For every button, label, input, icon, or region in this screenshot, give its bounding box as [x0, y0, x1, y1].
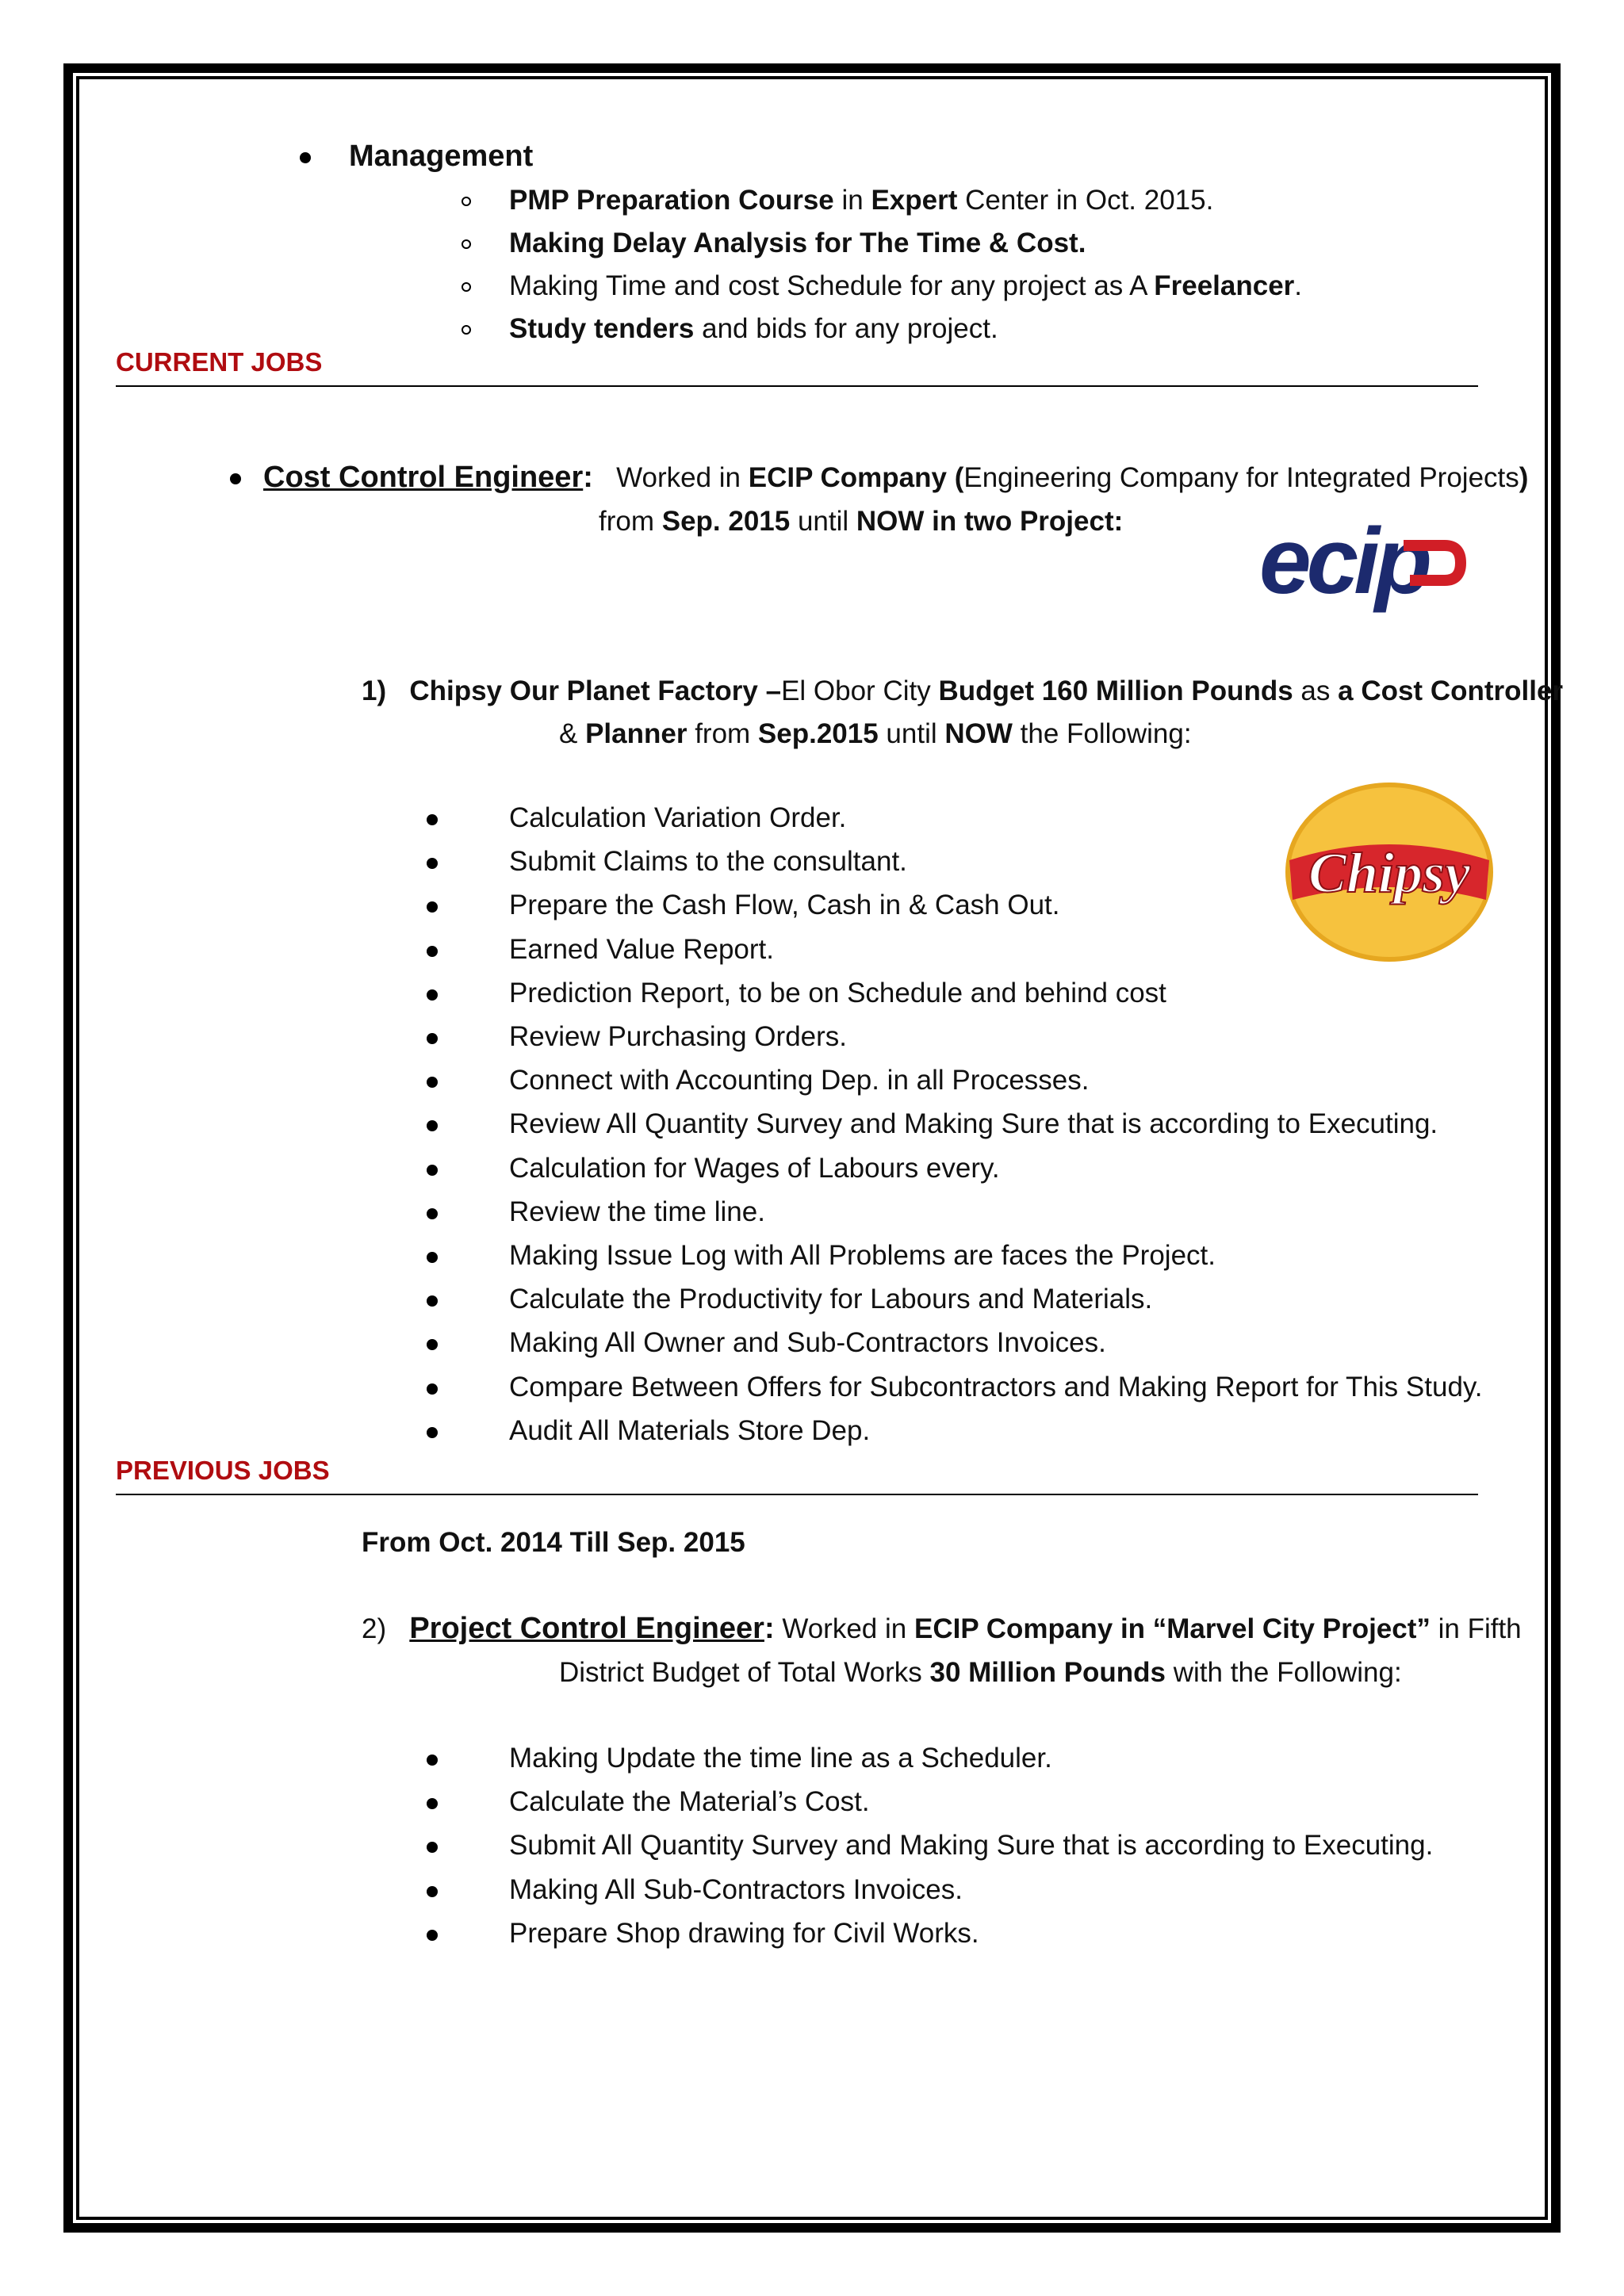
list-item: Compare Between Offers for Subcontractors and Making Report for This Study.	[509, 1371, 1483, 1402]
list-item: Calculation for Wages of Labours every.	[509, 1152, 1000, 1184]
list-item: Making Update the time line as a Scheduler.	[509, 1743, 1052, 1774]
project-1-line-2: & Planner from Sep.2015 until NOW the Following:	[559, 718, 1192, 749]
bullet	[427, 946, 438, 957]
bullet	[427, 1208, 438, 1219]
project-1-line: 1) Chipsy Our Planet Factory –El Obor City Budget 160 Million Pounds as a Cost Controller	[362, 675, 1564, 706]
ecip-logo	[1253, 515, 1467, 626]
ecip-logo-text: ecip	[1259, 515, 1428, 614]
chipsy-logo-text: Chipsy	[1308, 841, 1471, 905]
list-item: Review All Quantity Survey and Making Sure that is according to Executing.	[509, 1108, 1438, 1140]
current-role-period: from Sep. 2015 until NOW in two Project:	[599, 506, 1124, 537]
sub-bullet	[462, 197, 471, 206]
management-item: Making Delay Analysis for The Time & Cost.	[509, 228, 1086, 258]
management-item: PMP Preparation Course in Expert Center in Oct. 2015.	[509, 185, 1214, 216]
current-role-line: Cost Control Engineer: Worked in ECIP Company (Engineering Company for Integrated Projects)	[263, 461, 1529, 494]
sub-bullet	[462, 282, 471, 292]
list-item: Calculate the Productivity for Labours and Materials.	[509, 1284, 1153, 1315]
sub-bullet	[462, 239, 471, 249]
previous-period: From Oct. 2014 Till Sep. 2015	[362, 1527, 745, 1558]
bullet	[427, 1886, 438, 1897]
bullet	[427, 1252, 438, 1263]
sub-bullet	[462, 325, 471, 335]
list-item: Calculation Variation Order.	[509, 802, 847, 833]
management-item: Making Time and cost Schedule for any project as A Freelancer.	[509, 270, 1303, 301]
bullet	[427, 1165, 438, 1176]
list-item: Review the time line.	[509, 1196, 765, 1227]
bullet	[427, 814, 438, 825]
management-heading: Management	[349, 140, 534, 173]
bullet	[427, 1033, 438, 1044]
section-divider	[116, 385, 1478, 387]
section-divider	[116, 1494, 1478, 1495]
list-item: Making All Owner and Sub-Contractors Invoices.	[509, 1327, 1106, 1359]
list-item: Audit All Materials Store Dep.	[509, 1414, 871, 1446]
list-item: Making Issue Log with All Problems are faces the Project.	[509, 1240, 1216, 1271]
management-item: Study tenders and bids for any project.	[509, 313, 998, 344]
section-title-previous-jobs: PREVIOUS JOBS	[116, 1456, 330, 1485]
bullet	[300, 152, 311, 163]
bullet	[427, 1930, 438, 1941]
project-2-line: 2) Project Control Engineer: Worked in ECIP Company in “Marvel City Project” in Fifth	[362, 1612, 1522, 1645]
section-title-current-jobs: CURRENT JOBS	[116, 347, 323, 377]
project-2-line-2: District Budget of Total Works 30 Million Pounds with the Following:	[559, 1657, 1402, 1688]
list-item: Earned Value Report.	[509, 933, 775, 965]
bullet	[427, 989, 438, 1001]
list-item: Connect with Accounting Dep. in all Processes.	[509, 1065, 1090, 1096]
list-item: Prepare Shop drawing for Civil Works.	[509, 1917, 979, 1949]
list-item: Calculate the Material’s Cost.	[509, 1786, 870, 1818]
list-item: Making All Sub-Contractors Invoices.	[509, 1873, 963, 1905]
bullet	[427, 1427, 438, 1438]
bullet	[230, 473, 241, 484]
list-item: Submit All Quantity Survey and Making Sure that is according to Executing.	[509, 1830, 1434, 1862]
list-item: Prediction Report, to be on Schedule and behind cost	[509, 977, 1166, 1008]
list-item: Review Purchasing Orders.	[509, 1021, 847, 1052]
bullet	[427, 1383, 438, 1395]
chipsy-logo	[1278, 781, 1500, 963]
list-item: Submit Claims to the consultant.	[509, 846, 907, 878]
bullet	[427, 1755, 438, 1766]
list-item: Prepare the Cash Flow, Cash in & Cash Out.	[509, 890, 1060, 921]
